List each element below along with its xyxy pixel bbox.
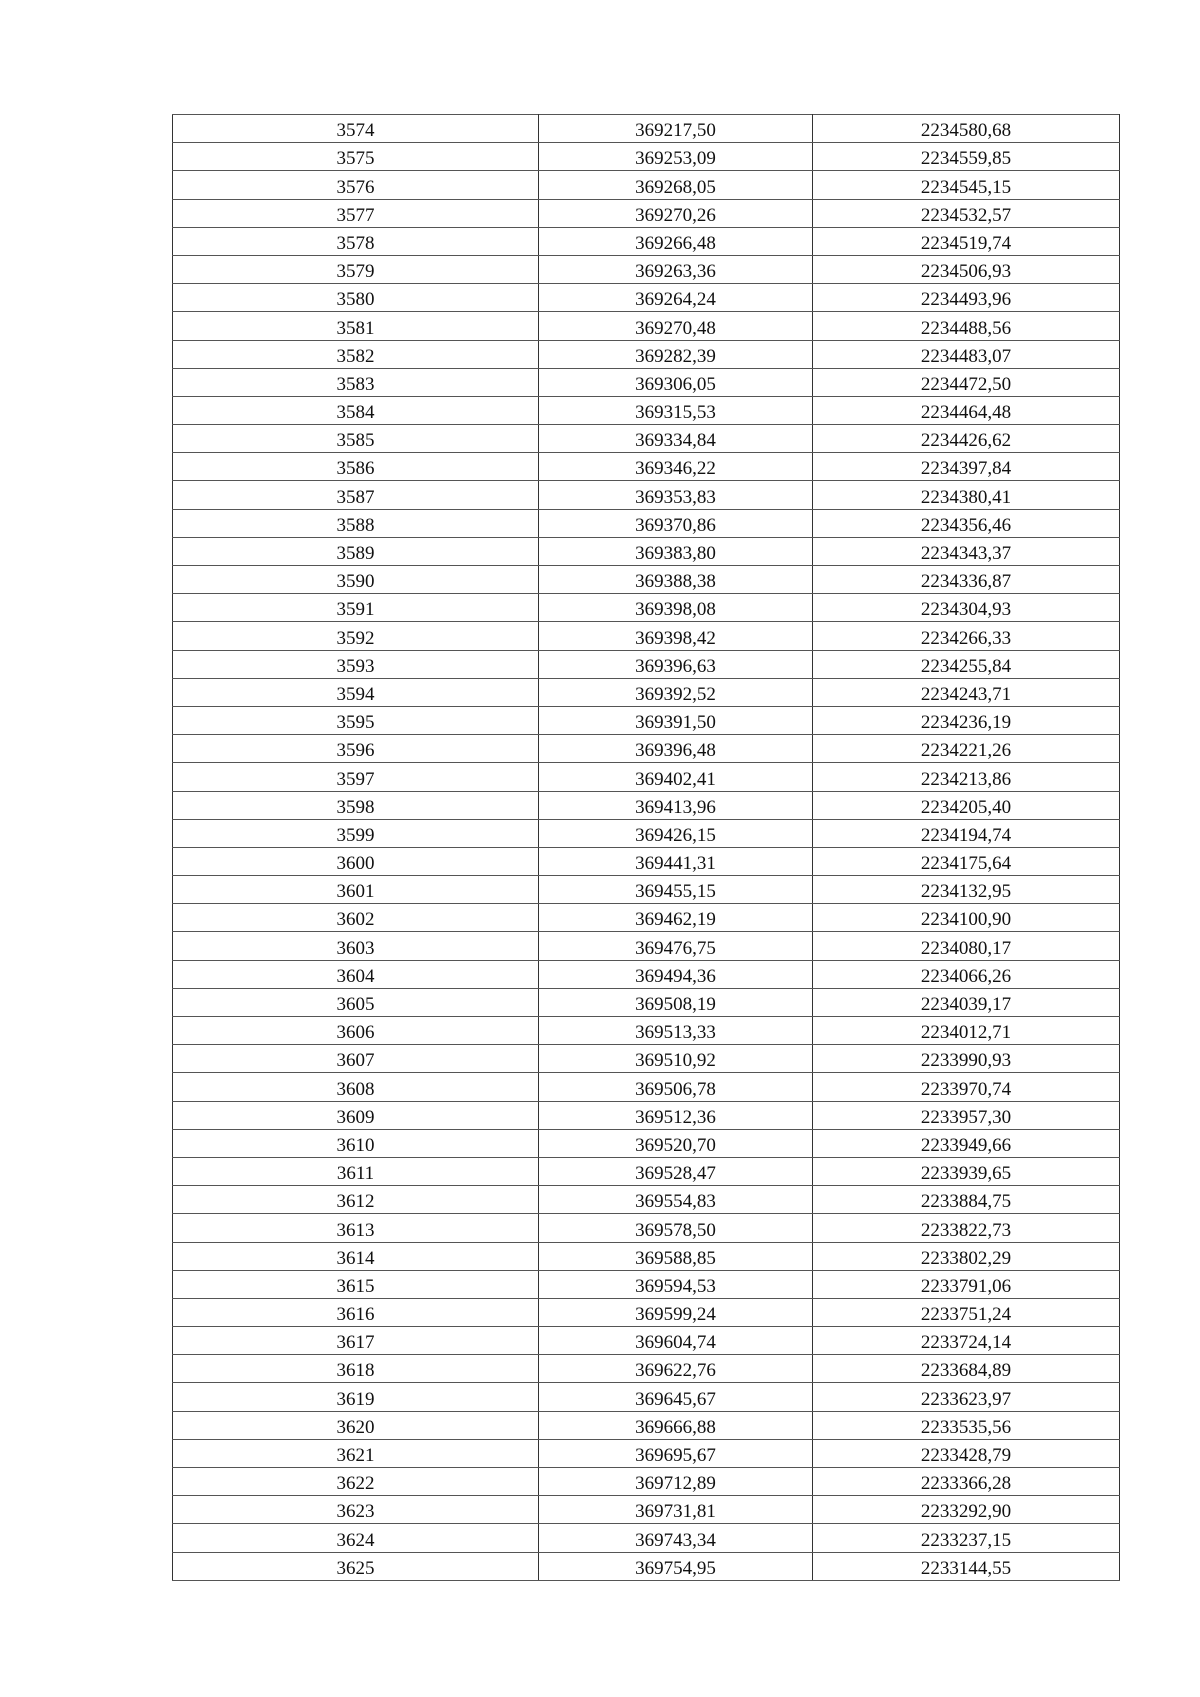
y-coordinate-cell: 2234194,74 [813, 819, 1120, 847]
table-row [173, 396, 1120, 424]
y-coordinate-cell: 2234066,26 [813, 960, 1120, 988]
x-coordinate-cell: 369266,48 [539, 227, 813, 255]
y-coordinate-cell: 2234356,46 [813, 509, 1120, 537]
y-coordinate-cell: 2233684,89 [813, 1355, 1120, 1383]
table-row [173, 932, 1120, 960]
table-row [173, 171, 1120, 199]
table-row [173, 1073, 1120, 1101]
x-coordinate-cell: 369264,24 [539, 284, 813, 312]
table-row [173, 453, 1120, 481]
point-number-cell: 3615 [173, 1270, 539, 1298]
y-coordinate-cell: 2234255,84 [813, 650, 1120, 678]
point-number-cell: 3607 [173, 1045, 539, 1073]
point-number-cell: 3617 [173, 1327, 539, 1355]
y-coordinate-cell: 2234343,37 [813, 537, 1120, 565]
table-row [173, 876, 1120, 904]
table-row [173, 1383, 1120, 1411]
y-coordinate-cell: 2234493,96 [813, 284, 1120, 312]
table-row [173, 312, 1120, 340]
table-row [173, 988, 1120, 1016]
y-coordinate-cell: 2234080,17 [813, 932, 1120, 960]
y-coordinate-cell: 2233623,97 [813, 1383, 1120, 1411]
x-coordinate-cell: 369508,19 [539, 988, 813, 1016]
y-coordinate-cell: 2233990,93 [813, 1045, 1120, 1073]
table-row [173, 425, 1120, 453]
y-coordinate-cell: 2234488,56 [813, 312, 1120, 340]
x-coordinate-cell: 369353,83 [539, 481, 813, 509]
y-coordinate-cell: 2233292,90 [813, 1496, 1120, 1524]
y-coordinate-cell: 2233535,56 [813, 1411, 1120, 1439]
table-row [173, 284, 1120, 312]
y-coordinate-cell: 2234012,71 [813, 1017, 1120, 1045]
table-row [173, 566, 1120, 594]
table-row [173, 1355, 1120, 1383]
x-coordinate-cell: 369695,67 [539, 1439, 813, 1467]
point-number-cell: 3586 [173, 453, 539, 481]
y-coordinate-cell: 2234506,93 [813, 255, 1120, 283]
y-coordinate-cell: 2234397,84 [813, 453, 1120, 481]
point-number-cell: 3600 [173, 847, 539, 875]
table-row [173, 622, 1120, 650]
table-row [173, 115, 1120, 143]
table-row [173, 960, 1120, 988]
point-number-cell: 3619 [173, 1383, 539, 1411]
y-coordinate-cell: 2233751,24 [813, 1298, 1120, 1326]
x-coordinate-cell: 369426,15 [539, 819, 813, 847]
point-number-cell: 3603 [173, 932, 539, 960]
y-coordinate-cell: 2233144,55 [813, 1552, 1120, 1580]
point-number-cell: 3587 [173, 481, 539, 509]
y-coordinate-cell: 2234236,19 [813, 706, 1120, 734]
y-coordinate-cell: 2234580,68 [813, 115, 1120, 143]
y-coordinate-cell: 2233957,30 [813, 1101, 1120, 1129]
point-number-cell: 3578 [173, 227, 539, 255]
point-number-cell: 3622 [173, 1468, 539, 1496]
table-row [173, 481, 1120, 509]
point-number-cell: 3589 [173, 537, 539, 565]
x-coordinate-cell: 369402,41 [539, 763, 813, 791]
point-number-cell: 3614 [173, 1242, 539, 1270]
point-number-cell: 3585 [173, 425, 539, 453]
point-number-cell: 3609 [173, 1101, 539, 1129]
x-coordinate-cell: 369282,39 [539, 340, 813, 368]
table-row [173, 199, 1120, 227]
table-row [173, 819, 1120, 847]
x-coordinate-cell: 369270,26 [539, 199, 813, 227]
point-number-cell: 3610 [173, 1129, 539, 1157]
table-row [173, 1439, 1120, 1467]
x-coordinate-cell: 369263,36 [539, 255, 813, 283]
x-coordinate-cell: 369388,38 [539, 566, 813, 594]
y-coordinate-cell: 2233949,66 [813, 1129, 1120, 1157]
point-number-cell: 3576 [173, 171, 539, 199]
point-number-cell: 3591 [173, 594, 539, 622]
table-row [173, 791, 1120, 819]
point-number-cell: 3582 [173, 340, 539, 368]
y-coordinate-cell: 2234472,50 [813, 368, 1120, 396]
y-coordinate-cell: 2233724,14 [813, 1327, 1120, 1355]
point-number-cell: 3595 [173, 706, 539, 734]
table-row [173, 763, 1120, 791]
x-coordinate-cell: 369370,86 [539, 509, 813, 537]
point-number-cell: 3581 [173, 312, 539, 340]
table-row [173, 594, 1120, 622]
point-number-cell: 3623 [173, 1496, 539, 1524]
x-coordinate-cell: 369645,67 [539, 1383, 813, 1411]
coordinates-table-body [173, 115, 1120, 1581]
table-row [173, 1496, 1120, 1524]
table-row [173, 847, 1120, 875]
point-number-cell: 3613 [173, 1214, 539, 1242]
y-coordinate-cell: 2234221,26 [813, 735, 1120, 763]
point-number-cell: 3588 [173, 509, 539, 537]
table-row [173, 1552, 1120, 1580]
x-coordinate-cell: 369528,47 [539, 1157, 813, 1185]
y-coordinate-cell: 2234483,07 [813, 340, 1120, 368]
x-coordinate-cell: 369391,50 [539, 706, 813, 734]
point-number-cell: 3605 [173, 988, 539, 1016]
x-coordinate-cell: 369441,31 [539, 847, 813, 875]
table-row [173, 1101, 1120, 1129]
x-coordinate-cell: 369315,53 [539, 396, 813, 424]
y-coordinate-cell: 2234559,85 [813, 143, 1120, 171]
point-number-cell: 3596 [173, 735, 539, 763]
table-row [173, 1327, 1120, 1355]
y-coordinate-cell: 2233970,74 [813, 1073, 1120, 1101]
x-coordinate-cell: 369578,50 [539, 1214, 813, 1242]
table-row [173, 678, 1120, 706]
y-coordinate-cell: 2234519,74 [813, 227, 1120, 255]
point-number-cell: 3601 [173, 876, 539, 904]
x-coordinate-cell: 369217,50 [539, 115, 813, 143]
y-coordinate-cell: 2234175,64 [813, 847, 1120, 875]
x-coordinate-cell: 369396,48 [539, 735, 813, 763]
point-number-cell: 3574 [173, 115, 539, 143]
point-number-cell: 3577 [173, 199, 539, 227]
x-coordinate-cell: 369513,33 [539, 1017, 813, 1045]
y-coordinate-cell: 2233791,06 [813, 1270, 1120, 1298]
y-coordinate-cell: 2234545,15 [813, 171, 1120, 199]
table-row [173, 1157, 1120, 1185]
y-coordinate-cell: 2234532,57 [813, 199, 1120, 227]
point-number-cell: 3584 [173, 396, 539, 424]
x-coordinate-cell: 369383,80 [539, 537, 813, 565]
x-coordinate-cell: 369731,81 [539, 1496, 813, 1524]
y-coordinate-cell: 2233884,75 [813, 1186, 1120, 1214]
x-coordinate-cell: 369754,95 [539, 1552, 813, 1580]
table-row [173, 143, 1120, 171]
point-number-cell: 3602 [173, 904, 539, 932]
table-row [173, 1298, 1120, 1326]
point-number-cell: 3624 [173, 1524, 539, 1552]
point-number-cell: 3618 [173, 1355, 539, 1383]
x-coordinate-cell: 369476,75 [539, 932, 813, 960]
table-row [173, 1242, 1120, 1270]
y-coordinate-cell: 2234205,40 [813, 791, 1120, 819]
point-number-cell: 3599 [173, 819, 539, 847]
x-coordinate-cell: 369494,36 [539, 960, 813, 988]
y-coordinate-cell: 2233822,73 [813, 1214, 1120, 1242]
x-coordinate-cell: 369599,24 [539, 1298, 813, 1326]
table-row [173, 1214, 1120, 1242]
y-coordinate-cell: 2234213,86 [813, 763, 1120, 791]
y-coordinate-cell: 2234304,93 [813, 594, 1120, 622]
point-number-cell: 3611 [173, 1157, 539, 1185]
point-number-cell: 3608 [173, 1073, 539, 1101]
point-number-cell: 3594 [173, 678, 539, 706]
x-coordinate-cell: 369268,05 [539, 171, 813, 199]
x-coordinate-cell: 369270,48 [539, 312, 813, 340]
x-coordinate-cell: 369346,22 [539, 453, 813, 481]
x-coordinate-cell: 369253,09 [539, 143, 813, 171]
x-coordinate-cell: 369334,84 [539, 425, 813, 453]
point-number-cell: 3597 [173, 763, 539, 791]
point-number-cell: 3598 [173, 791, 539, 819]
table-row [173, 227, 1120, 255]
x-coordinate-cell: 369554,83 [539, 1186, 813, 1214]
x-coordinate-cell: 369413,96 [539, 791, 813, 819]
y-coordinate-cell: 2234266,33 [813, 622, 1120, 650]
table-row [173, 340, 1120, 368]
table-row [173, 1045, 1120, 1073]
y-coordinate-cell: 2234100,90 [813, 904, 1120, 932]
y-coordinate-cell: 2234132,95 [813, 876, 1120, 904]
point-number-cell: 3579 [173, 255, 539, 283]
point-number-cell: 3575 [173, 143, 539, 171]
table-row [173, 368, 1120, 396]
table-row [173, 1524, 1120, 1552]
point-number-cell: 3620 [173, 1411, 539, 1439]
x-coordinate-cell: 369306,05 [539, 368, 813, 396]
x-coordinate-cell: 369396,63 [539, 650, 813, 678]
table-row [173, 537, 1120, 565]
y-coordinate-cell: 2233428,79 [813, 1439, 1120, 1467]
x-coordinate-cell: 369462,19 [539, 904, 813, 932]
y-coordinate-cell: 2233237,15 [813, 1524, 1120, 1552]
x-coordinate-cell: 369455,15 [539, 876, 813, 904]
coordinates-table [172, 114, 1120, 1581]
y-coordinate-cell: 2233802,29 [813, 1242, 1120, 1270]
point-number-cell: 3590 [173, 566, 539, 594]
x-coordinate-cell: 369506,78 [539, 1073, 813, 1101]
x-coordinate-cell: 369520,70 [539, 1129, 813, 1157]
table-row [173, 706, 1120, 734]
table-row [173, 1186, 1120, 1214]
table-row [173, 509, 1120, 537]
point-number-cell: 3604 [173, 960, 539, 988]
table-row [173, 904, 1120, 932]
x-coordinate-cell: 369712,89 [539, 1468, 813, 1496]
y-coordinate-cell: 2234380,41 [813, 481, 1120, 509]
table-row [173, 1468, 1120, 1496]
point-number-cell: 3592 [173, 622, 539, 650]
x-coordinate-cell: 369398,42 [539, 622, 813, 650]
table-row [173, 650, 1120, 678]
x-coordinate-cell: 369666,88 [539, 1411, 813, 1439]
y-coordinate-cell: 2234336,87 [813, 566, 1120, 594]
x-coordinate-cell: 369604,74 [539, 1327, 813, 1355]
x-coordinate-cell: 369594,53 [539, 1270, 813, 1298]
y-coordinate-cell: 2234464,48 [813, 396, 1120, 424]
point-number-cell: 3612 [173, 1186, 539, 1214]
point-number-cell: 3621 [173, 1439, 539, 1467]
table-row [173, 1129, 1120, 1157]
y-coordinate-cell: 2233939,65 [813, 1157, 1120, 1185]
x-coordinate-cell: 369392,52 [539, 678, 813, 706]
x-coordinate-cell: 369510,92 [539, 1045, 813, 1073]
table-row [173, 255, 1120, 283]
table-row [173, 1411, 1120, 1439]
y-coordinate-cell: 2233366,28 [813, 1468, 1120, 1496]
point-number-cell: 3625 [173, 1552, 539, 1580]
table-row [173, 735, 1120, 763]
table-row [173, 1270, 1120, 1298]
table-row [173, 1017, 1120, 1045]
x-coordinate-cell: 369398,08 [539, 594, 813, 622]
point-number-cell: 3593 [173, 650, 539, 678]
x-coordinate-cell: 369743,34 [539, 1524, 813, 1552]
x-coordinate-cell: 369588,85 [539, 1242, 813, 1270]
x-coordinate-cell: 369512,36 [539, 1101, 813, 1129]
point-number-cell: 3606 [173, 1017, 539, 1045]
y-coordinate-cell: 2234039,17 [813, 988, 1120, 1016]
point-number-cell: 3580 [173, 284, 539, 312]
y-coordinate-cell: 2234243,71 [813, 678, 1120, 706]
x-coordinate-cell: 369622,76 [539, 1355, 813, 1383]
point-number-cell: 3583 [173, 368, 539, 396]
y-coordinate-cell: 2234426,62 [813, 425, 1120, 453]
point-number-cell: 3616 [173, 1298, 539, 1326]
